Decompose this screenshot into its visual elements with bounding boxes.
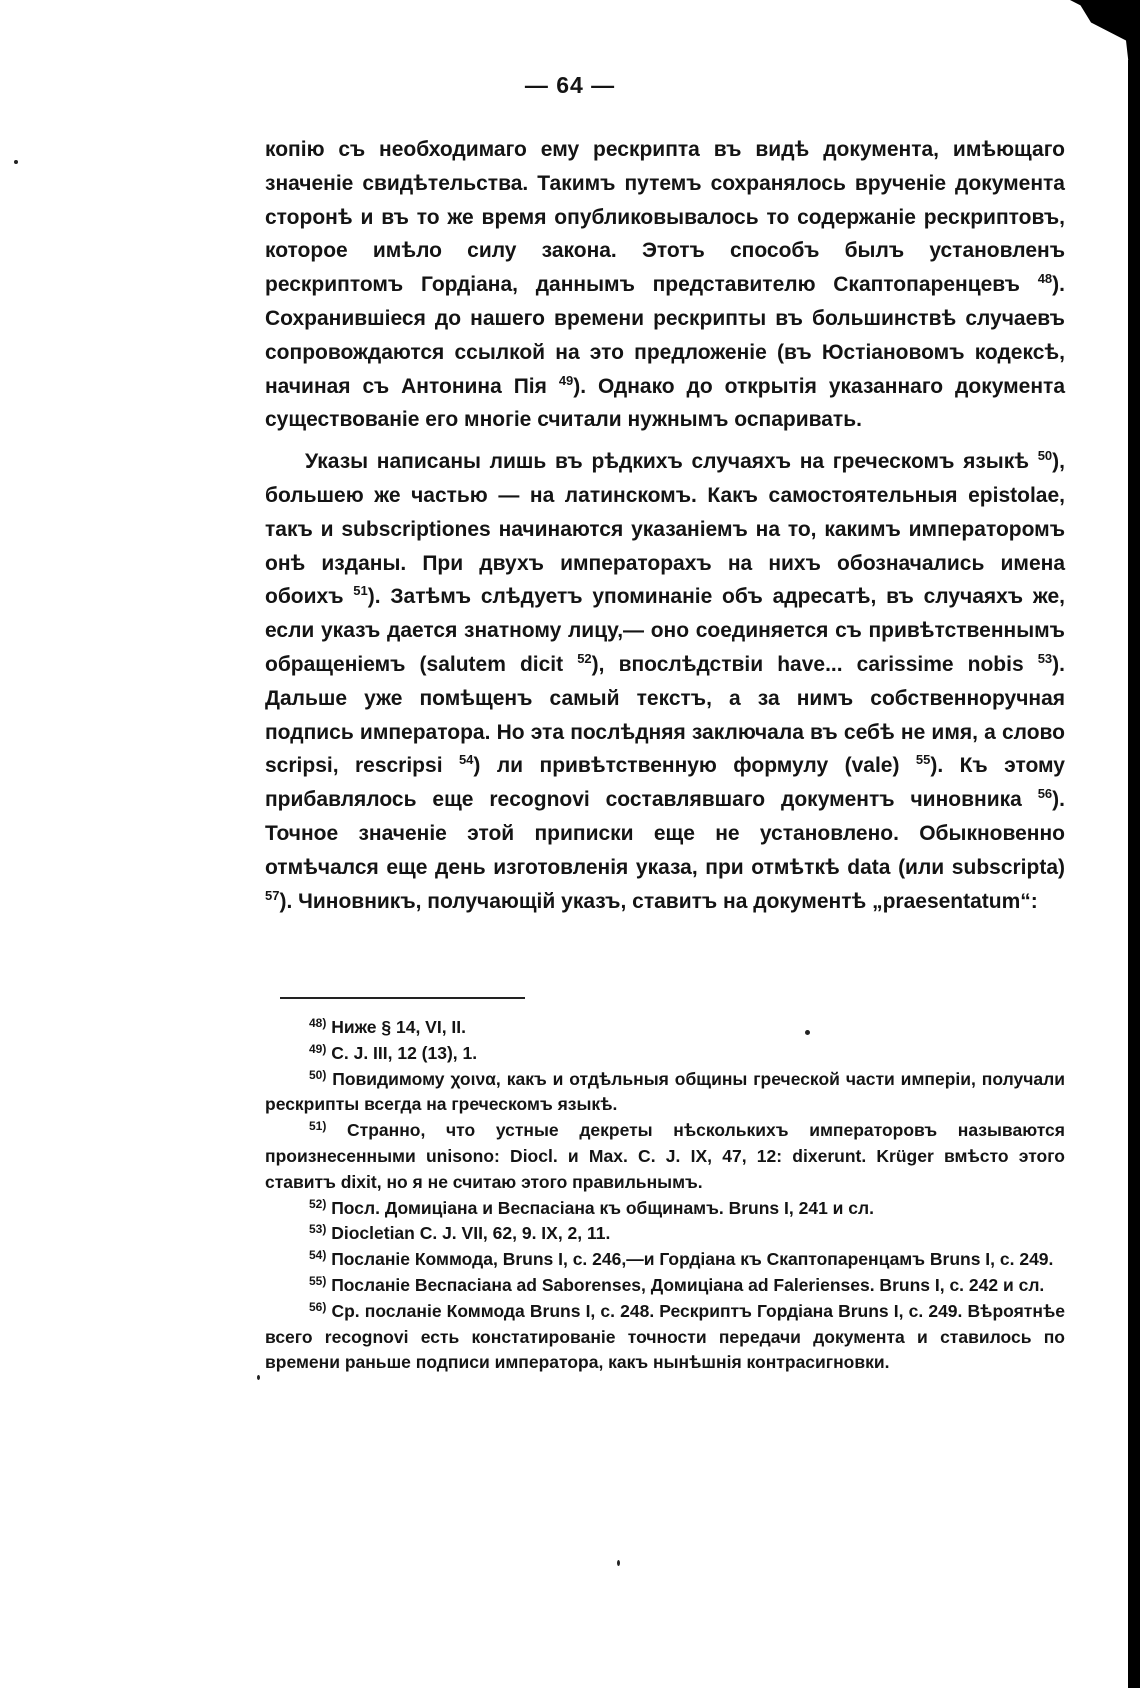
footnote-text: Повидимому χοινα, какъ и отдѣльныя общины греческой части имперіи, получали рескрипты всегда на греческомъ языкѣ.	[265, 1068, 1065, 1115]
footnote-mark: 51)	[309, 1119, 327, 1134]
text-run: ), большею же частью — на латинскомъ. Какъ самостоятельныя epistolae, такъ и subscriptiones начинаются указаніемъ на то, какимъ императоромъ онѣ изданы. При двухъ императорахъ на нихъ обозначались имена обоихъ	[265, 450, 1065, 609]
text-run: ). Чиновникъ, получающій указъ, ставитъ на документѣ „praesentatum“:	[279, 889, 1038, 913]
scan-speck	[257, 1375, 260, 1380]
footnote-mark: 56)	[309, 1299, 327, 1314]
footnote-ref: 51	[353, 583, 368, 599]
footnote-mark: 53)	[309, 1222, 327, 1237]
scan-speck	[14, 160, 18, 164]
footnote-ref: 50	[1037, 448, 1053, 464]
scan-speck	[617, 1560, 620, 1566]
footnote-ref: 52	[577, 650, 592, 666]
footnote	[265, 1299, 1065, 1376]
footnote-ref: 53	[1037, 650, 1053, 666]
footnote-text: Посл. Домиціана и Веспасіана къ общинамъ. Bruns I, 241 и сл.	[331, 1197, 875, 1218]
footnote	[265, 1196, 1065, 1222]
text-run: копію съ необходимаго ему рескрипта въ видѣ документа, имѣющаго значеніе свидѣтельства. Такимъ путемъ сохранялось врученіе документа сторонѣ и въ то же время опубликовывалось то содержаніе рескриптовъ, которое имѣло силу закона. Этотъ способъ былъ установленъ рескриптомъ Гордіана, даннымъ представителю Скаптопаренцевъ	[265, 138, 1065, 297]
footnote	[265, 1221, 1065, 1247]
footnote-ref: 56	[1037, 786, 1053, 802]
footnote	[265, 1273, 1065, 1299]
text-run: ) ли привѣтственную формулу (vale)	[473, 754, 916, 778]
footnote-ref: 54	[458, 752, 474, 768]
scan-speck	[805, 1030, 810, 1035]
text-run: ). Затѣмъ слѣдуетъ упоминаніе объ адресатѣ, въ случаяхъ же, если указъ дается знатному лицу,— оно соединяется съ привѣтственнымъ обращеніемъ (salutem dicit	[265, 585, 1065, 676]
footnote	[265, 1067, 1065, 1119]
scan-edge-right	[1128, 60, 1140, 1688]
footnote-mark: 48)	[309, 1016, 327, 1030]
footnote-text: C. J. III, 12 (13), 1.	[331, 1042, 478, 1063]
paragraph	[265, 133, 1065, 437]
paragraph	[265, 445, 1065, 918]
footnote-text: Посланіе Коммода, Bruns I, c. 246,—и Гордіана къ Скаптопаренцамъ Bruns I, c. 249.	[331, 1249, 1054, 1270]
footnote-mark: 54)	[309, 1248, 327, 1263]
text-run: Указы написаны лишь въ рѣдкихъ случаяхъ на греческомъ языкѣ	[305, 450, 1038, 474]
text-run: ). Сохранившіеся до нашего времени рескрипты въ большинствѣ случаевъ сопровождаются ссылкой на это предложеніе (въ Юстіановомъ кодексѣ, начиная съ Антонина Пія	[265, 273, 1065, 398]
footnote-text: Странно, что устные декреты нѣсколькихъ императоровъ называются произнесенными unisono: Diocl. и Max. C. J. IX, 47, 12: dixerunt. Krüger вмѣсто этого ставитъ dixit, но я не считаю этого правильнымъ.	[265, 1120, 1065, 1192]
footnote-text: Diocletian C. J. VII, 62, 9. IX, 2, 11.	[331, 1223, 611, 1244]
footnote-ref: 57	[265, 887, 280, 903]
main-text	[265, 133, 1065, 918]
page-number: — 64 —	[524, 72, 616, 98]
text-run: ), впослѣдствіи have... carissime nobis	[591, 652, 1038, 676]
footnote-ref: 48	[1037, 271, 1053, 287]
text-run: ). Дальше уже помѣщенъ самый текстъ, а за нимъ собственноручная подпись императора. Но эта послѣдняя заключала въ себѣ не имя, а слово scripsi, rescripsi	[265, 652, 1065, 778]
footnote-mark: 55)	[309, 1273, 327, 1288]
footnote	[265, 1118, 1065, 1195]
footnote-text: Посланіе Веспасіана ad Saborenses, Домиціана ad Falerienses. Bruns I, c. 242 и сл.	[331, 1274, 1045, 1295]
footnote-mark: 50)	[309, 1067, 327, 1082]
footnote	[265, 1015, 1065, 1041]
footnote-mark: 49)	[309, 1041, 327, 1056]
footnote-ref: 55	[915, 752, 931, 768]
footnote-ref: 49	[558, 372, 574, 388]
footnote-mark: 52)	[309, 1196, 327, 1211]
footnote-text: Ниже § 14, VI, II.	[331, 1017, 467, 1037]
footnotes	[265, 1015, 1065, 1376]
text-run: ). Однако до открытія указаннаго документа существованіе его многіе считали нужнымъ оспаривать.	[265, 374, 1065, 432]
footnote	[265, 1247, 1065, 1273]
footnote-text: Ср. посланіе Коммода Bruns I, c. 248. Рескриптъ Гордіана Bruns I, c. 249. Вѣроятнѣе всего recognovi есть констатированіе точности передачи документа и ставилось по времени раньше подписи императора, какъ нынѣшнія контрасигновки.	[265, 1300, 1065, 1373]
footnote-separator	[280, 997, 525, 999]
text-run: ). Къ этому прибавлялось еще recognovi составлявшаго документъ чиновника	[265, 754, 1065, 812]
footnote	[265, 1041, 1065, 1067]
text-run: ). Точное значеніе этой приписки еще не установлено. Обыкновенно отмѣчался еще день изготовленія указа, при отмѣткѣ data (или subscripta)	[265, 788, 1065, 879]
